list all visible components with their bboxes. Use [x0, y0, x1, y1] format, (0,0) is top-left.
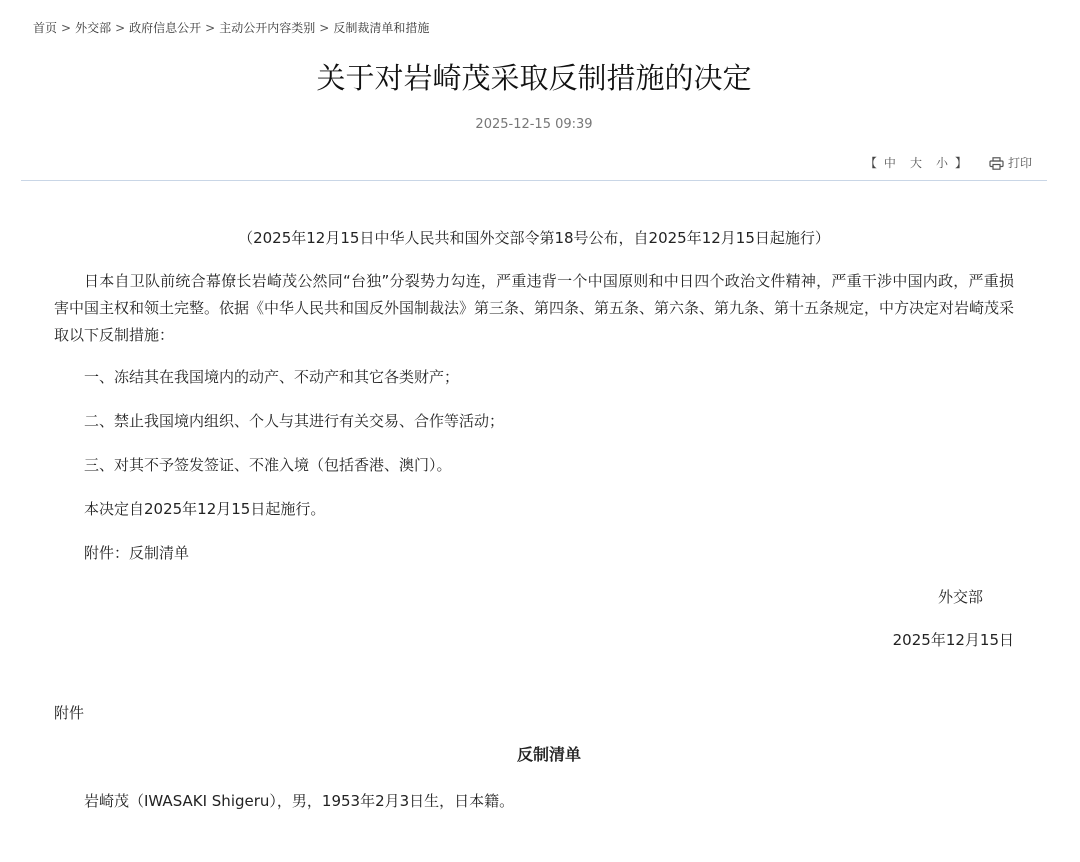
breadcrumb-separator: > [115, 21, 126, 35]
publish-note: （2025年12月15日中华人民共和国外交部令第18号公布，自2025年12月15日起施行） [238, 229, 830, 247]
breadcrumb [33, 20, 429, 36]
measure-item: 一、冻结其在我国境内的动产、不动产和其它各类财产； [84, 368, 460, 386]
bracket-open: 【 [864, 156, 877, 170]
publish-date: 2025-12-15 09:39 [475, 117, 593, 132]
print-button[interactable] [989, 154, 1032, 172]
print-label: 打印 [1007, 156, 1032, 170]
measure-item: 三、对其不予签发签证、不准入境（包括香港、澳门）。 [84, 456, 452, 474]
breadcrumb-category-link[interactable]: 主动公开内容类别 [219, 21, 316, 35]
font-size-selector [865, 154, 967, 172]
article-toolbar [865, 154, 1032, 172]
breadcrumb-home-link[interactable]: 首页 [33, 21, 58, 35]
page-title: 关于对岩崎茂采取反制措施的决定 [316, 61, 752, 95]
attachment-list-title: 反制清单 [516, 745, 581, 764]
sanctioned-person-entry: 岩崎茂（IWASAKI Shigeru），男，1953年2月3日生，日本籍。 [84, 792, 515, 810]
attachment-note: 附件：反制清单 [84, 544, 190, 562]
measure-item: 二、禁止我国境内组织、个人与其进行有关交易、合作等活动； [84, 412, 505, 430]
signature-date: 2025年12月15日 [892, 631, 1014, 649]
breadcrumb-separator: > [205, 21, 216, 35]
font-size-large-button[interactable]: 中 [883, 156, 896, 170]
attachment-heading: 附件 [54, 704, 85, 722]
breadcrumb-separator: > [319, 21, 330, 35]
effective-date-note: 本决定自2025年12月15日起施行。 [84, 500, 326, 518]
bracket-close: 】 [954, 156, 967, 170]
printer-icon [989, 157, 1004, 170]
font-size-medium-button[interactable]: 大 [909, 156, 922, 170]
article-body [54, 225, 1014, 653]
font-size-small-button[interactable]: 小 [935, 156, 948, 170]
breadcrumb-sanctions-link[interactable]: 反制裁清单和措施 [333, 21, 430, 35]
header-divider [21, 180, 1047, 181]
breadcrumb-gov-info-link[interactable]: 政府信息公开 [129, 21, 202, 35]
breadcrumb-mfa-link[interactable]: 外交部 [75, 21, 112, 35]
main-paragraph: 日本自卫队前统合幕僚长岩崎茂公然同“台独”分裂势力勾连，严重违背一个中国原则和中日四个政治文件精神，严重干涉中国内政，严重损害中国主权和领土完整。依据《中华人民共和国反外国制裁法》第三条、第四条、第五条、第六条、第九条、第十五条规定，中方决定对岩崎茂采取以下反制措施： [54, 272, 1015, 344]
breadcrumb-separator: > [61, 21, 72, 35]
signature-issuer: 外交部 [937, 588, 983, 606]
